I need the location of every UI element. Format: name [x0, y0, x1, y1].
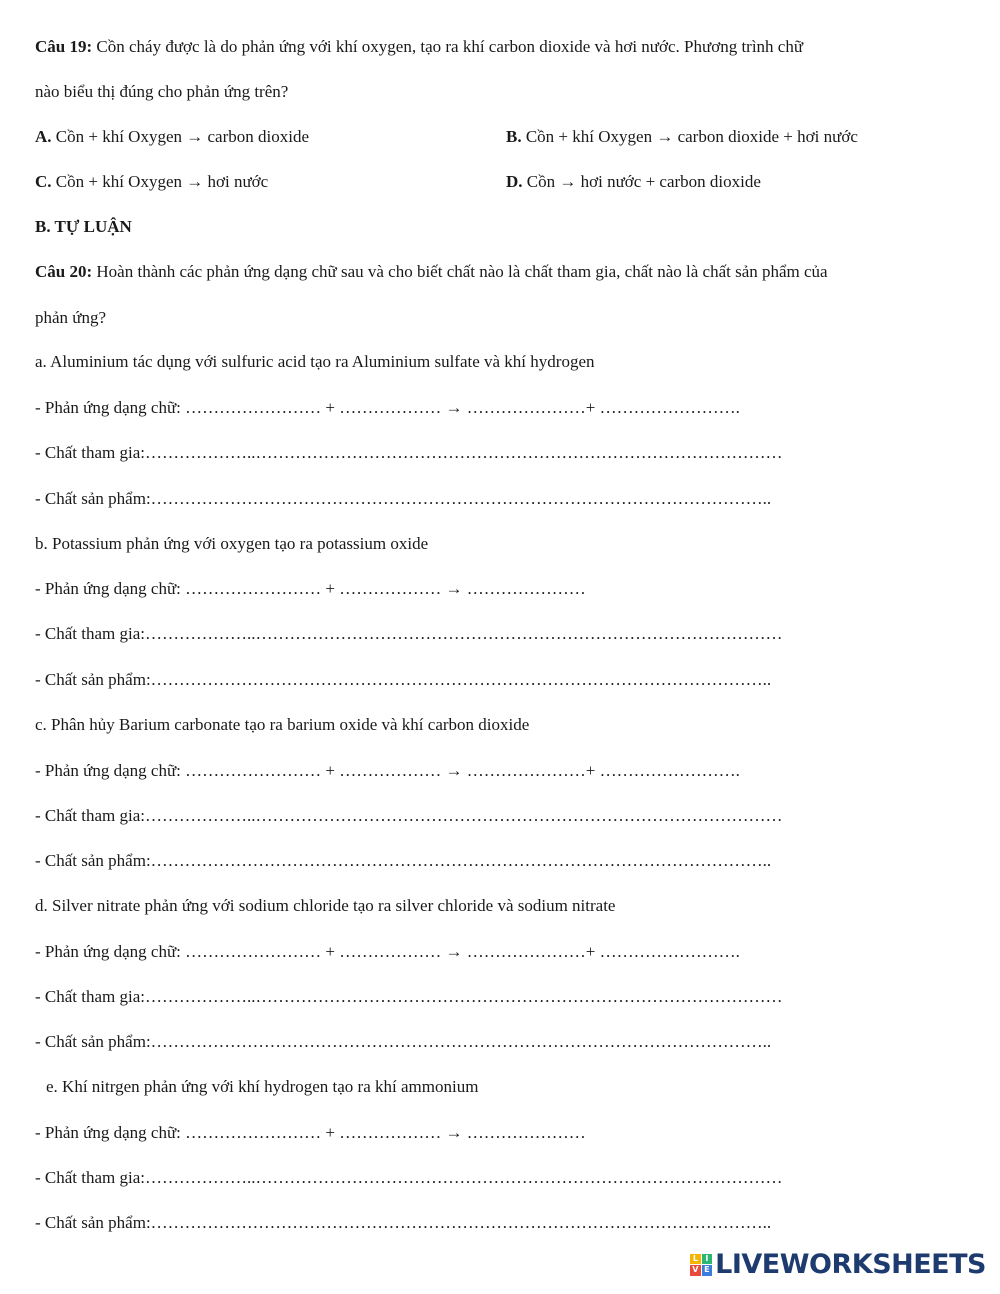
part-c-reactants-blank[interactable]: - Chất tham gia:………………..………………………………………………………………………………… — [35, 806, 783, 825]
part-c-equation-blank[interactable]: - Phản ứng dạng chữ: …………………… + ……………… → …………………+ ……………………. — [35, 761, 740, 780]
section-b-heading: B. TỰ LUẬN — [35, 217, 132, 236]
q19-text-2: nào biểu thị đúng cho phản ứng trên? — [35, 82, 289, 101]
q19-option-b — [506, 127, 858, 147]
q20-line-1 — [35, 262, 828, 282]
part-e-products-blank[interactable]: - Chất sản phẩm:……………………………………………………………………………………………….. — [35, 1213, 772, 1232]
part-e-title: e. Khí nitrgen phản ứng với khí hydrogen tạo ra khí ammonium — [46, 1077, 479, 1096]
part-d-reactants-blank[interactable]: - Chất tham gia:………………..………………………………………………………………………………… — [35, 987, 783, 1006]
part-a-equation-blank[interactable]: - Phản ứng dạng chữ: …………………… + ……………… → …………………+ ……………………. — [35, 398, 740, 417]
part-a-reactants-blank[interactable]: - Chất tham gia:………………..………………………………………………………………………………… — [35, 443, 783, 462]
q19-number: Câu 19: — [35, 37, 93, 56]
part-e-reactants-blank[interactable]: - Chất tham gia:………………..………………………………………………………………………………… — [35, 1168, 783, 1187]
badge-letter: E — [702, 1265, 713, 1276]
option-letter: D. — [506, 172, 523, 191]
badge-letter: V — [690, 1265, 701, 1276]
part-d-products-blank[interactable]: - Chất sản phẩm:……………………………………………………………………………………………….. — [35, 1032, 772, 1051]
part-b-products-blank[interactable]: - Chất sản phẩm:……………………………………………………………………………………………….. — [35, 670, 772, 689]
q19-option-d — [506, 172, 761, 192]
part-b-reactants-blank[interactable]: - Chất tham gia:………………..………………………………………………………………………………… — [35, 624, 783, 643]
badge-letter: I — [702, 1254, 713, 1265]
option-text: Cồn + khí Oxygen → hơi nước — [55, 172, 269, 191]
q19-option-a — [35, 127, 309, 147]
q20-text-1: Hoàn thành các phản ứng dạng chữ sau và cho biết chất nào là chất tham gia, chất nào là chất sản phẩm của — [96, 262, 828, 281]
option-text: Cồn + khí Oxygen → carbon dioxide + hơi nước — [525, 127, 858, 146]
liveworksheets-logo — [690, 1249, 986, 1280]
option-text: Cồn + khí Oxygen → carbon dioxide — [55, 127, 309, 146]
option-text: Cồn → hơi nước + carbon dioxide — [526, 172, 761, 191]
part-b-title: b. Potassium phản ứng với oxygen tạo ra potassium oxide — [35, 534, 429, 553]
q20-number: Câu 20: — [35, 262, 93, 281]
option-letter: B. — [506, 127, 522, 146]
option-letter: A. — [35, 127, 52, 146]
option-letter: C. — [35, 172, 52, 191]
part-e-equation-blank[interactable]: - Phản ứng dạng chữ: …………………… + ……………… → ………………… — [35, 1123, 586, 1142]
part-c-products-blank[interactable]: - Chất sản phẩm:……………………………………………………………………………………………….. — [35, 851, 772, 870]
part-d-equation-blank[interactable]: - Phản ứng dạng chữ: …………………… + ……………… → …………………+ ……………………. — [35, 942, 740, 961]
q20-text-2: phản ứng? — [35, 308, 107, 327]
part-a-title: a. Aluminium tác dụng với sulfuric acid tạo ra Aluminium sulfate và khí hydrogen — [35, 352, 595, 371]
q19-line-1 — [35, 37, 803, 57]
part-c-title: c. Phân hủy Barium carbonate tạo ra barium oxide và khí carbon dioxide — [35, 715, 530, 734]
part-b-equation-blank[interactable]: - Phản ứng dạng chữ: …………………… + ……………… → ………………… — [35, 579, 586, 598]
logo-text: LIVEWORKSHEETS — [715, 1249, 986, 1280]
part-d-title: d. Silver nitrate phản ứng với sodium chloride tạo ra silver chloride và sodium nitrate — [35, 896, 616, 915]
badge-letter: L — [690, 1254, 701, 1265]
logo-badge-icon — [690, 1254, 712, 1276]
q19-option-c — [35, 172, 268, 192]
part-a-products-blank[interactable]: - Chất sản phẩm:……………………………………………………………………………………………….. — [35, 489, 772, 508]
q19-text-1: Cồn cháy được là do phản ứng với khí oxygen, tạo ra khí carbon dioxide và hơi nước. Phương trình chữ — [96, 37, 804, 56]
